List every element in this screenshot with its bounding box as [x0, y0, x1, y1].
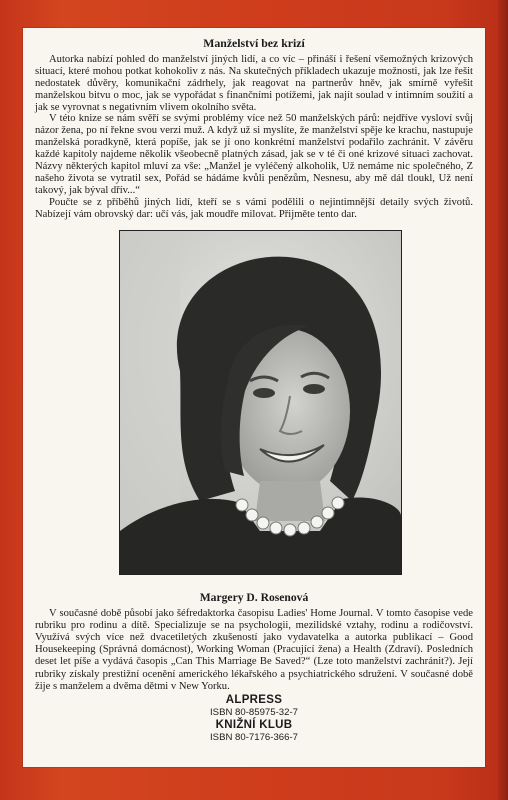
publisher-name: KNIŽNÍ KLUB	[215, 719, 293, 731]
author-photo	[119, 230, 402, 575]
book-spine-edge	[498, 0, 508, 800]
publisher-block	[23, 694, 485, 744]
author-bio: V současné době působí jako šéfredaktorka časopisu Ladies' Home Journal. V tomto časopise vede rubriku pro rodinu a dítě. Specializuje se na psychologii, mezilidské vztahy, rodinu a rodičovství. Využívá svých více než dvacetiletých zkušeností jako vydavatelka a autorka publikací – Good Housekeeping (Správná domácnost), Working Woman (Pracující žena) a Health (Zdraví). Posledních deset let píše a vydává časopis „Can This Marriage Be Saved?“ (Lze toto manželství zachránit?). Její rubriky získaly prestižní ocenění amerického lékařského a psychiatrického sdružení. V současné době žije s manželem a dvěma dětmi v New Yorku.	[35, 608, 473, 692]
author-portrait-image	[120, 231, 401, 574]
blurb-paragraph: V této knize se nám svěří se svými problémy více než 50 manželských párů: nejdříve vysloví svůj názor žena, po ní řekne svou verzi muž. A když už si myslíte, že manželství spěje ke krachu, nastupuje manželská poradkyně, která popíše, jak se jí ono konkrétní manželství podařilo zachránit. V závěru každé kapitoly najdeme několik všeobecně platných zásad, jak se v té či oné krizové situaci zachovat. Názvy některých kapitol mluví za vše: „Manžel je vyléčený alkoholik, Už nemáme nic společného, Z našeho života se vytratil sex, Pořád se hádáme kvůli penězům, Nesnesu, aby mě dál tloukl, Už není takový, jak býval dřív...“	[35, 113, 473, 196]
blurb-paragraph: Poučte se z příběhů jiných lidí, kteří se s vámi podělili o nejintimnější detaily svých životů. Nabízejí vám obrovský dar: učí vás, jak moudře milovat. Přijměte tento dar.	[35, 196, 473, 220]
author-section	[35, 592, 473, 693]
blurb-paragraph: Autorka nabízí pohled do manželství jiných lidí, a co víc – přináší i řešení všemožných krizových situací, které mohou potkat kohokoliv z nás. Na skutečných příkladech ukazuje možnosti, jak lze řešit nedostatek důvěry, komunikační zádrhely, jak reagovat na partnerův hněv, jak smírně vyřešit manželskou bitvu o moc, jak se vypořádat s finančními potížemi, jak najít soulad v intimním soužití a jak se vyrovnat s negativním vlivem okolního světa.	[35, 53, 473, 113]
author-name: Margery D. Rosenová	[199, 591, 309, 604]
text-panel	[23, 28, 485, 767]
publisher-isbn: ISBN 80-85975-32-7	[210, 707, 298, 718]
blurb-title: Manželství bez krizí	[203, 36, 305, 50]
blurb-section	[35, 38, 473, 221]
publisher-name: ALPRESS	[225, 694, 283, 706]
publisher-isbn: ISBN 80-7176-366-7	[210, 732, 298, 743]
